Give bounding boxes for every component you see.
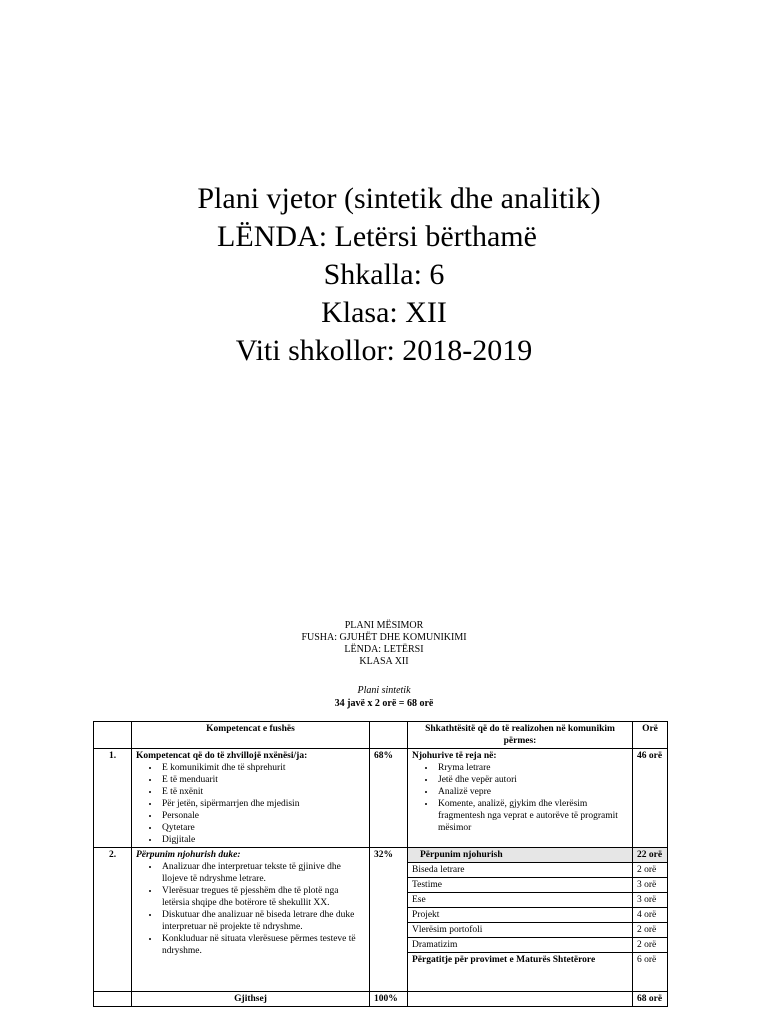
activity-hours: 3 orë: [633, 893, 668, 908]
plan-header: [0, 620, 768, 668]
activity-label: Vlerësim portofoli: [408, 923, 633, 938]
skills-list: [412, 762, 628, 834]
plan-header-title: PLANI MËSIMOR: [344, 620, 424, 631]
activity-hours: 2 orë: [633, 923, 668, 938]
title-line-level: Shkalla: 6: [323, 258, 445, 291]
activity-label: Testime: [408, 878, 633, 893]
competencies-title: Përpunim njohurish duke:: [136, 850, 241, 860]
percent-cell: 32%: [370, 848, 408, 992]
row-number: 2.: [94, 848, 132, 992]
header-pct: [370, 722, 408, 749]
total-num: [94, 992, 132, 1007]
table-row: [94, 749, 668, 848]
list-item: • Analizë vepre: [436, 786, 628, 798]
skills-title: Përpunim njohurish: [408, 848, 633, 863]
skills-cell: [408, 749, 633, 848]
activity-hours: 4 orë: [633, 908, 668, 923]
activity-label: Projekt: [408, 908, 633, 923]
title-line-year: Viti shkollor: 2018-2019: [235, 334, 533, 367]
header-hours: Orë: [633, 722, 668, 749]
list-item: • E të nxënit: [160, 786, 365, 798]
table-header-row: [94, 722, 668, 749]
list-item: • Vlerësuar tregues të pjesshëm dhe të plotë nga letërsia shqipe dhe botërore të shekullit XX.: [160, 885, 365, 909]
exam-label: Përgatitje për provimet e Maturës Shtetërore: [408, 953, 633, 992]
activity-label: Dramatizim: [408, 938, 633, 953]
plan-hours-formula: 34 javë x 2 orë = 68 orë: [334, 698, 434, 709]
list-item: • Jetë dhe vepër autori: [436, 774, 628, 786]
title-line-plan: Plani vjetor (sintetik dhe analitik): [197, 182, 601, 215]
list-item: • Analizuar dhe interpretuar tekste të gjinive dhe llojeve të ndryshme letrare.: [160, 861, 365, 885]
plan-header-field: FUSHA: GJUHËT DHE KOMUNIKIMI: [301, 632, 467, 643]
header-skills: Shkathtësitë që do të realizohen në komunikim përmes:: [408, 722, 633, 749]
list-item: • Për jetën, sipërmarrjen dhe mjedisin: [160, 798, 365, 810]
activity-hours: 2 orë: [633, 863, 668, 878]
header-num: [94, 722, 132, 749]
list-item: • Digjitale: [160, 834, 365, 846]
competencies-title: Kompetencat që do të zhvillojë nxënësi/ja:: [136, 751, 308, 761]
list-item: • E të menduarit: [160, 774, 365, 786]
exam-hours: 6 orë: [633, 953, 668, 992]
total-pct: 100%: [370, 992, 408, 1007]
competencies-cell: [132, 848, 370, 992]
plan-subheading: [0, 684, 768, 710]
total-hours: 68 orë: [633, 992, 668, 1007]
activity-label: Ese: [408, 893, 633, 908]
title-line-subject: LËNDA: Letërsi bërthamë: [217, 220, 537, 253]
plan-type: Plani sintetik: [357, 685, 411, 696]
list-item: • Komente, analizë, gjykim dhe vlerësim fragmentesh nga veprat e autorëve të programit mësimor: [436, 798, 628, 834]
list-item: • Konkluduar në situata vlerësuese përmes testeve të ndryshme.: [160, 933, 365, 957]
list-item: • Qytetare: [160, 822, 365, 834]
list-item: • Diskutuar dhe analizuar në biseda letrare dhe duke interpretuar në projekte të ndryshme.: [160, 909, 365, 933]
list-item: • Rryma letrare: [436, 762, 628, 774]
competencies-list: [136, 861, 365, 957]
table-row: [94, 848, 668, 863]
activity-hours: 3 orë: [633, 878, 668, 893]
title-line-class: Klasa: XII: [321, 296, 447, 329]
list-item: • E komunikimit dhe të shprehurit: [160, 762, 365, 774]
plan-table: [93, 721, 668, 1007]
document-title: [0, 180, 768, 370]
list-item: • Personale: [160, 810, 365, 822]
plan-header-subject: LËNDA: LETËRSI: [344, 644, 424, 655]
percent-cell: 68%: [370, 749, 408, 848]
header-competencies: Kompetencat e fushës: [132, 722, 370, 749]
plan-header-class: KLASA XII: [359, 656, 409, 667]
total-skills: [408, 992, 633, 1007]
skills-title: Njohurive të reja në:: [412, 751, 497, 761]
hours-cell: 22 orë: [633, 848, 668, 863]
hours-cell: 46 orë: [633, 749, 668, 848]
row-number: 1.: [94, 749, 132, 848]
competencies-list: [136, 762, 365, 846]
total-row: [94, 992, 668, 1007]
competencies-cell: [132, 749, 370, 848]
activity-hours: 2 orë: [633, 938, 668, 953]
activity-label: Biseda letrare: [408, 863, 633, 878]
total-label: Gjithsej: [132, 992, 370, 1007]
